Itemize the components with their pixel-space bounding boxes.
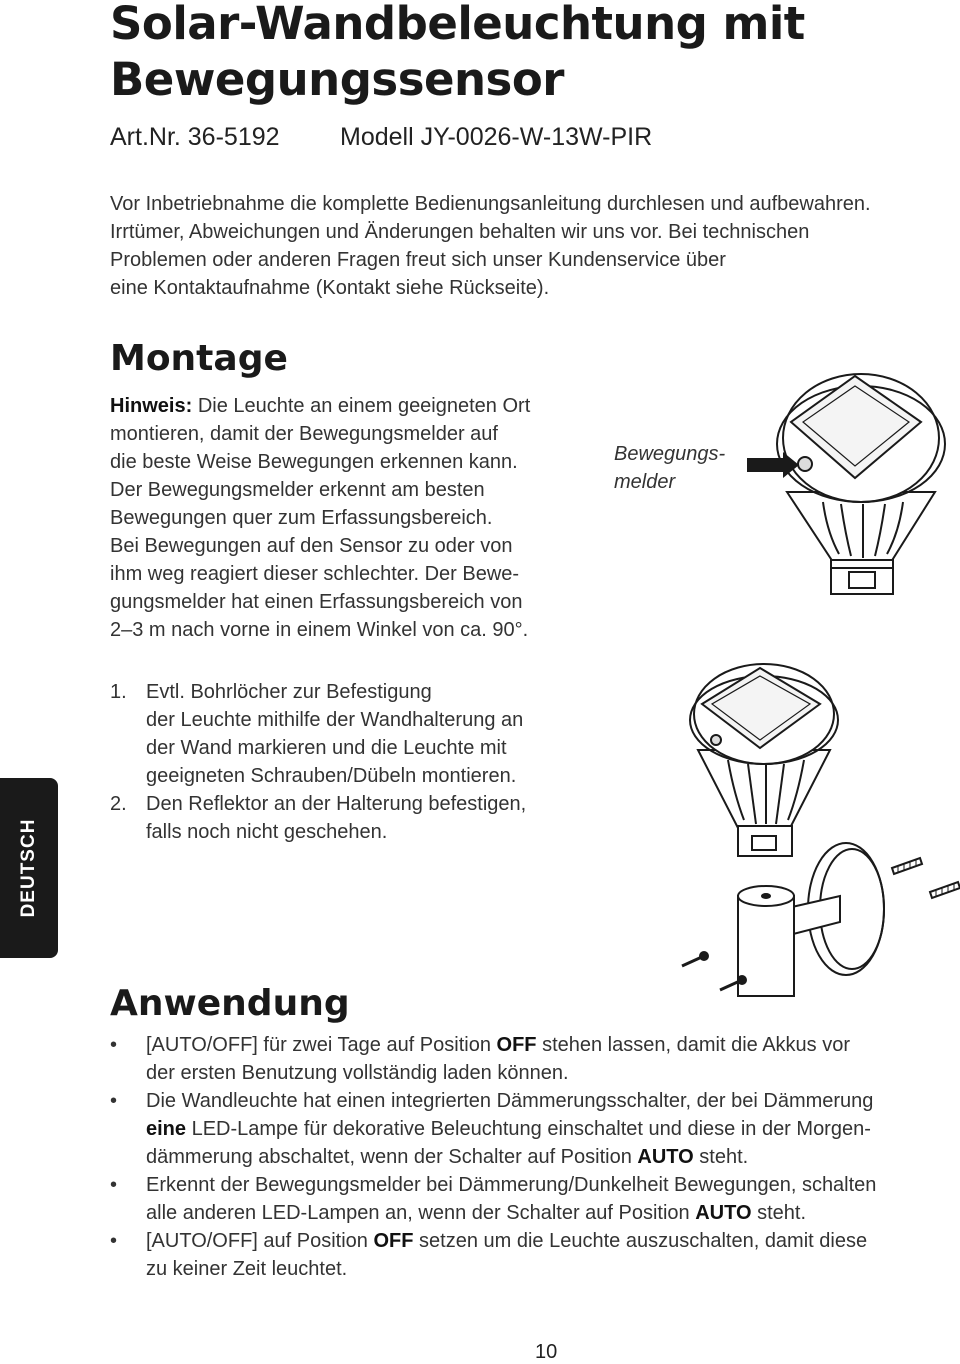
language-tab: DEUTSCH [0,778,58,958]
bullet-icon: • [110,1034,118,1056]
bullet-icon: • [110,1090,118,1112]
mounting-illustration [660,664,950,994]
intro-paragraph: Vor Inbetriebnahme die komplette Bedienungsanleitung durchlesen und aufbewahren. Irrtümer, Abweichungen und Änderungen behalten wir uns vor. Bei technischen Problemen oder anderen Fragen freut sich unser Kundenservice über eine Kontaktaufnahme (Kontakt siehe Rückseite). [110,193,871,299]
model-number: Modell JY-0026-W-13W-PIR [340,123,653,151]
anwendung-heading: Anwendung [110,983,350,1024]
bullet-icon: • [110,1174,118,1196]
list-item: • Die Wandleuchte hat einen integrierten Dämmerungsschalter, der bei Dämmerung eine LED-Lampe für dekorative Beleuchtung einschaltet und diese in der Morgen- dämmerung abschaltet, wenn der Schalter auf Position AUTO steht. [110,1087,955,1171]
list-item: 1. Evtl. Bohrlöcher zur Befestigung der Leuchte mithilfe der Wandhalterung an der Wand markieren und die Leuchte mit geeigneten Schrauben/Dübeln montieren. [110,681,524,787]
list-item: • Erkennt der Bewegungsmelder bei Dämmerung/Dunkelheit Bewegungen, schalten alle anderen LED-Lampen an, wenn der Schalter auf Position AUTO steht. [110,1171,955,1227]
montage-hint: Hinweis: Die Leuchte an einem geeigneten Ort montieren, damit der Bewegungsmelder auf die beste Weise Bewegungen erkennen kann. Der Bewegungsmelder erkennt am besten Bewegungen quer zum Erfassungsbereich. Bei Bewegungen auf den Sensor zu oder von ihm weg reagiert dieser schlechter. Der Bewe- gungsmelder hat einen Erfassungsbereich von 2–3 m nach vorne in einem Winkel von ca. 90°. [110,395,531,641]
page-title [110,0,805,108]
article-number: Art.Nr. 36-5192 [110,123,280,151]
montage-heading: Montage [110,338,288,379]
bullet-icon: • [110,1230,118,1252]
anwendung-list [110,1031,955,1283]
title-line-2: Bewegungssensor [110,53,564,106]
lamp-sensor-illustration [745,372,945,612]
list-item: 2. Den Reflektor an der Halterung befestigen, falls noch nicht geschehen. [110,793,527,843]
hint-label: Hinweis: [110,395,193,417]
motion-sensor-callout: Bewegungs- melder [614,443,726,493]
list-item: • [AUTO/OFF] für zwei Tage auf Position OFF stehen lassen, damit die Akkus vor der ersten Benutzung vollständig laden können. [110,1031,955,1087]
montage-steps [110,678,590,846]
page-number: 10 [535,1341,558,1363]
title-line-1: Solar-Wandbeleuchtung mit [110,0,805,50]
list-item: • [AUTO/OFF] auf Position OFF setzen um die Leuchte auszuschalten, damit diese zu keiner Zeit leuchtet. [110,1227,955,1283]
